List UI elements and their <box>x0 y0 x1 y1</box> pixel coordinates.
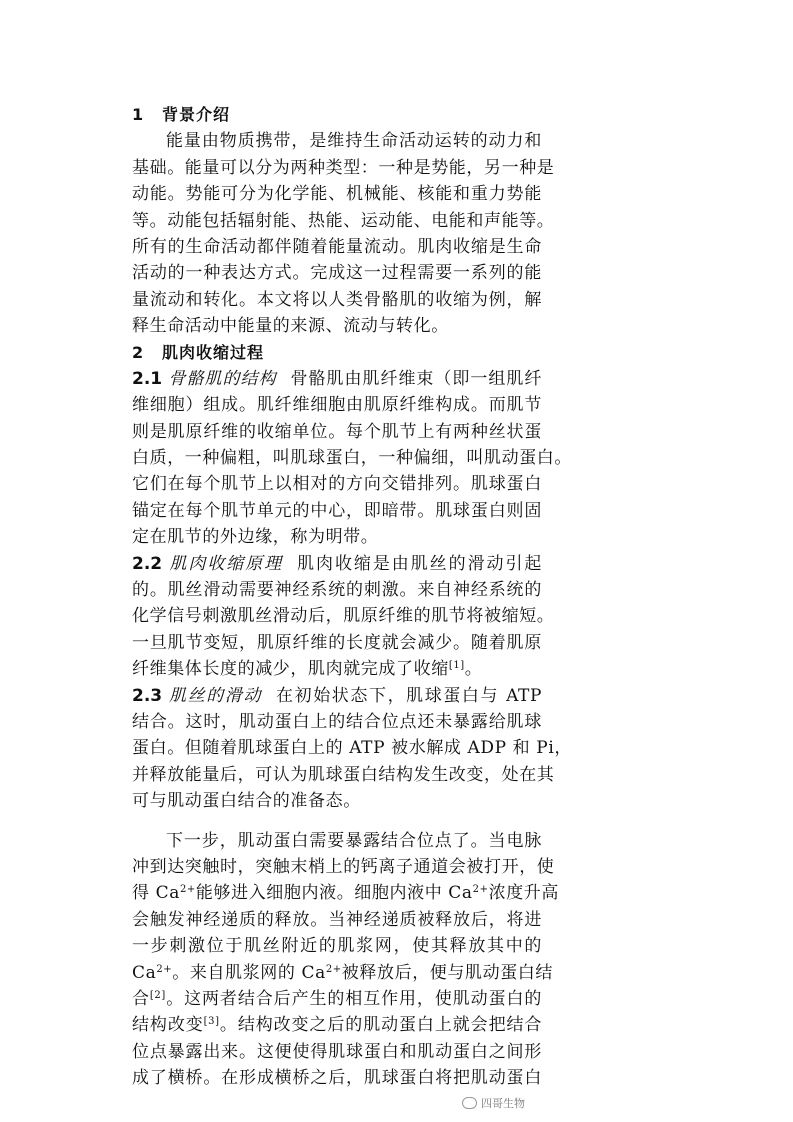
citation-ref: [1] <box>448 660 465 672</box>
paragraph-text: 。来自肌浆网的 Ca <box>172 962 326 983</box>
paragraph-text: 合 <box>132 988 150 1009</box>
paragraph-line <box>132 1012 542 1038</box>
paragraph-line: 蛋白。但随着肌球蛋白上的 ATP 被水解成 ADP 和 Pi， <box>132 738 572 759</box>
paragraph-line: 可与肌动蛋白结合的准备态。 <box>132 791 361 812</box>
paragraph-line: 所有的生命活动都伴随着能量流动。肌肉收缩是生命 <box>132 236 542 257</box>
paragraph-line <box>132 960 553 986</box>
section-number: 1 <box>132 105 145 124</box>
paragraph-text: 得 Ca <box>132 883 180 904</box>
citation-ref: [2] <box>149 989 166 1001</box>
section-heading <box>132 340 542 366</box>
paragraph-line: 结合。这时，肌动蛋白上的结合位点还未暴露给肌球 <box>132 711 542 732</box>
paragraph-line <box>132 656 542 682</box>
paragraph-text: Ca <box>132 962 157 983</box>
paragraph-text: 能够进入细胞内液。细胞内液中 Ca <box>195 883 473 904</box>
paragraph-line: 位点暴露出来。这便使得肌球蛋白和肌动蛋白之间形 <box>132 1041 542 1062</box>
paragraph-line: 白质，一种偏粗，叫肌球蛋白，一种偏细，叫肌动蛋白。 <box>132 448 572 469</box>
citation-ref: [3] <box>203 1016 220 1028</box>
paragraph-line <box>132 986 542 1012</box>
paragraph-line: 锚定在每个肌节单元的中心，即暗带。肌球蛋白则固 <box>132 500 542 521</box>
wechat-icon <box>462 1097 477 1109</box>
paragraph-text: 。结构改变之后的肌动蛋白上就会把结合 <box>219 1015 542 1036</box>
paragraph-line: 定在肌节的外边缘，称为明带。 <box>132 527 379 548</box>
paragraph-line: 活动的一种表达方式。完成这一过程需要一系列的能 <box>132 263 542 284</box>
paragraph-line: 基础。能量可以分为两种类型：一种是势能，另一种是 <box>132 157 555 178</box>
watermark <box>462 1095 525 1111</box>
paragraph-line: 它们在每个肌节上以相对的方向交错排列。肌球蛋白 <box>132 474 542 495</box>
subsection-number: 2.1 <box>132 368 163 389</box>
watermark-text: 四哥生物 <box>481 1097 525 1110</box>
paragraph-line: 量流动和转化。本文将以人类骨骼肌的收缩为例，解 <box>132 289 542 310</box>
subsection-number: 2.2 <box>132 553 163 574</box>
paragraph-text: 被释放后，便与肌动蛋白结 <box>341 962 553 983</box>
subsection-title: 骨骼肌的结构 <box>168 368 277 389</box>
paragraph-text: 浓度升高 <box>488 883 560 904</box>
paragraph-text: 。 <box>464 659 483 680</box>
paragraph-line: 则是肌原纤维的收缩单位。每个肌节上有两种丝状蛋 <box>132 421 542 442</box>
paragraph-gap <box>132 815 542 828</box>
paragraph-line: 一步刺激位于肌丝附近的肌浆网，使其释放其中的 <box>132 936 542 957</box>
paragraph-line: 动能。势能可分为化学能、机械能、核能和重力势能 <box>132 184 542 205</box>
paragraph-line: 能量由物质携带，是维持生命活动运转的动力和 <box>166 131 542 152</box>
section-number: 2 <box>132 342 145 362</box>
paragraph-line: 成了横桥。在形成横桥之后，肌球蛋白将把肌动蛋白 <box>132 1068 542 1089</box>
subsection-title: 肌肉收缩原理 <box>168 553 284 574</box>
paragraph-line: 会触发神经递质的释放。当神经递质被释放后，将进 <box>132 909 542 930</box>
paragraph-line: 的。肌丝滑动需要神经系统的刺激。来自神经系统的 <box>132 580 542 601</box>
subsection-title: 肌丝的滑动 <box>168 685 263 706</box>
superscript: 2+ <box>156 963 173 975</box>
paragraph-line: 下一步，肌动蛋白需要暴露结合位点了。当电脉 <box>166 830 542 851</box>
section-title: 肌肉收缩过程 <box>162 342 265 362</box>
article-body <box>132 102 572 1091</box>
subsection-first-line <box>132 366 542 392</box>
paragraph-line: 一旦肌节变短，肌原纤维的长度就会减少。随着肌原 <box>132 632 542 653</box>
section-title: 背景介绍 <box>162 105 231 124</box>
superscript: 2+ <box>325 963 342 975</box>
paragraph-line: 维细胞）组成。肌纤维细胞由肌原纤维构成。而肌节 <box>132 395 542 416</box>
paragraph-line: 并释放能量后，可认为肌球蛋白结构发生改变，处在其 <box>132 764 555 785</box>
paragraph-text: 肌肉收缩是由肌丝的滑动引起 <box>297 553 542 574</box>
paragraph-line: 释生命活动中能量的来源、流动与转化。 <box>132 316 449 337</box>
paragraph-text: 。这两者结合后产生的相互作用，使肌动蛋白的 <box>165 988 542 1009</box>
subsection-number: 2.3 <box>132 685 163 706</box>
subsection-first-line <box>132 551 542 577</box>
paragraph-line <box>132 880 560 906</box>
superscript: 2+ <box>472 884 489 896</box>
paragraph-line: 冲到达突触时，突触末梢上的钙离子通道会被打开，使 <box>132 856 555 877</box>
paragraph-text: 结构改变 <box>132 1015 204 1036</box>
paragraph-text: 骨骼肌由肌纤维束（即一组肌纤 <box>290 368 542 389</box>
subsection-first-line <box>132 683 542 709</box>
paragraph-text: 纤维集体长度的减少，肌肉就完成了收缩 <box>132 659 449 680</box>
paragraph-text: 在初始状态下，肌球蛋白与 ATP <box>276 685 542 706</box>
superscript: 2+ <box>179 884 196 896</box>
section-heading <box>132 102 542 128</box>
paragraph-line: 等。动能包括辐射能、热能、运动能、电能和声能等。 <box>132 210 555 231</box>
paragraph-line: 化学信号刺激肌丝滑动后，肌原纤维的肌节将被缩短。 <box>132 606 555 627</box>
